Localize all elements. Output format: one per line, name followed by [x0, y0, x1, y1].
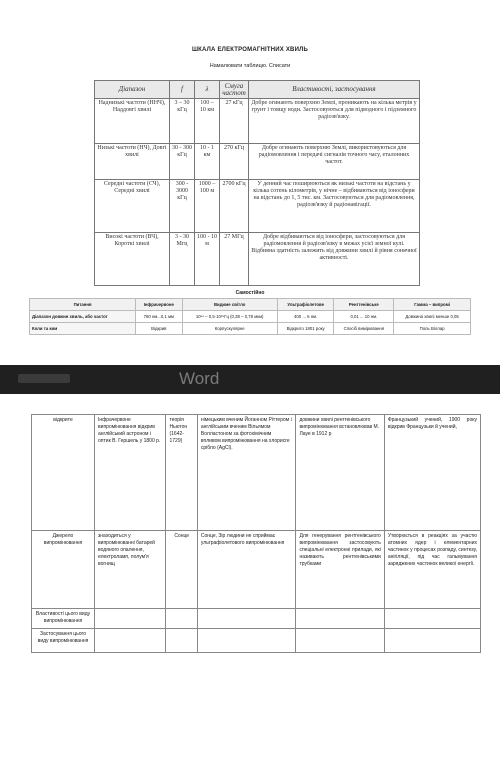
band-properties: У денний час поширюються як низькі частоти на відстань у кілька сотень кілометрів, у нічне – відбиваються від іоносфери на відстань до 1, 5 тис. км. Застосовуються для радіомовлення, радіозв'язку й радіонавігації.: [249, 179, 420, 232]
cell: [296, 609, 384, 629]
self-work-row: [30, 323, 471, 335]
cell: [95, 629, 166, 653]
cell: Сонце, Зір людини не сприймає ультрафіолетового випромінювання: [197, 531, 296, 609]
cell: Корпускулярне: [182, 323, 277, 335]
band-width: 27 кГц: [220, 99, 249, 144]
cell: Відкрив: [136, 323, 182, 335]
toolbar-tab[interactable]: [18, 374, 70, 383]
self-work-table: [29, 298, 471, 335]
bands-header-row: [95, 81, 420, 99]
cell: знаходиться у випромінюванні батарей водяного опалення, електроламп, полум'я вогнищ: [95, 531, 166, 609]
cell: теорія Ньютон (1642-1729): [166, 415, 197, 531]
app-toolbar: [0, 365, 500, 394]
header-band: Смуга частот: [220, 81, 249, 99]
band-properties: Добре огинають поверхню Землі, проникають на кілька метрів у грунт і товщу води. Застосовуються для підводного і підземного радіозв'язку.: [249, 99, 420, 144]
col-question: Питання: [30, 299, 136, 311]
document-title: ШКАЛА ЕЛЕКТРОМАГНІТНИХ ХВИЛЬ: [191, 47, 309, 53]
row-label: Коли та ким: [30, 323, 136, 335]
bands-row: [95, 232, 420, 285]
cell: Спосіб вимірювання: [334, 323, 394, 335]
cell: 0,01 ... 10 нм.: [334, 311, 394, 323]
row-label: відкрите: [32, 415, 95, 531]
cell: [384, 609, 480, 629]
row-label: Діапазон довжин хвиль, або частот: [30, 311, 136, 323]
radiation-table: [31, 414, 481, 653]
band-width: 270 кГц: [220, 144, 249, 180]
cell: довжини хвилі рентгенівського випромінювання встановлював М. Лауе в 1912 р: [296, 415, 384, 531]
band-frequency: 3 - 30 Мгц: [170, 232, 195, 285]
photo-page: [0, 0, 500, 365]
band-frequency: 300 - 3000 кГц: [170, 179, 195, 232]
band-name: Середні частоти (СЧ), Середні хвилі: [95, 179, 170, 232]
self-work-row: [30, 311, 471, 323]
cell: 400 ... 6 нм.: [277, 311, 334, 323]
col-infrared: Інфрачервоне: [136, 299, 182, 311]
row-label: Джерело випромінювання: [32, 531, 95, 609]
cell: німецьким вченим Йоганном Ріттером і англійським вченим Вільямом Волластоном за фотохімічним впливом випромінювання на хлорисге срібло (AgCl).: [197, 415, 296, 531]
band-frequency: 30 - 300 кГц: [170, 144, 195, 180]
header-wavelength: λ: [195, 81, 220, 99]
word-page: [0, 394, 500, 764]
self-work-header-row: [30, 299, 471, 311]
header-range: Діапазон: [95, 81, 170, 99]
cell: [384, 629, 480, 653]
row-label: Властивості цього виду випромінювання: [32, 609, 95, 629]
cell: Французький учений, 1900 року відкрив Французьки й учений,: [384, 415, 480, 531]
col-gamma: Гамма – випромі: [394, 299, 471, 311]
band-name: Високі частоти (ВЧ), Короткі хвилі: [95, 232, 170, 285]
band-wavelength: 10 - 1 км: [195, 144, 220, 180]
cell: [166, 609, 197, 629]
cell: Поль Віллар: [394, 323, 471, 335]
band-wavelength: 100 – 10 км: [195, 99, 220, 144]
bands-row: [95, 99, 420, 144]
cell: [166, 629, 197, 653]
band-wavelength: 1000 – 100 м: [195, 179, 220, 232]
row-label: Застосування цього виду випромінювання: [32, 629, 95, 653]
cell: [197, 609, 296, 629]
band-properties: Добре огинають поверхню Землі, використовуються для радіомовлення і передачі сигналів точного часу, еталонних частот.: [249, 144, 420, 180]
cell: [95, 609, 166, 629]
cell: Інфрачервоне випромінювання відкрив англійський астроном і оптик В. Гершель у 1800 р.: [95, 415, 166, 531]
header-frequency: f: [170, 81, 195, 99]
table-row: [32, 609, 481, 629]
bands-table: [94, 80, 420, 286]
bands-row: [95, 179, 420, 232]
app-label: Word: [179, 369, 220, 388]
self-work-title: Самостійно: [235, 290, 265, 296]
band-properties: Добре відбиваються від іоносфери, застосовуються для радіомовлення й радіозв'язку в межах усієї земної кулі. Відбивна здатність залежить від довжини хвилі й рівня сонячної активності.: [249, 232, 420, 285]
band-wavelength: 100 - 10 м: [195, 232, 220, 285]
cell: Довжина хвилі менше 0,05: [394, 311, 471, 323]
document-subtitle: Намалювати таблицю. Списати: [209, 63, 291, 69]
band-width: 27 МГц: [220, 232, 249, 285]
band-frequency: 3 – 30 кГц: [170, 99, 195, 144]
cell: 760 нм...0,1 мм: [136, 311, 182, 323]
bands-row: [95, 144, 420, 180]
cell: [296, 629, 384, 653]
col-xray: Рентгенівське: [334, 299, 394, 311]
col-visible: Видиме світло: [182, 299, 277, 311]
table-row: [32, 531, 481, 609]
band-name: Наднизькі частоти (ННЧ), Наддовгі хвилі: [95, 99, 170, 144]
band-width: 2700 кГц: [220, 179, 249, 232]
col-ultraviolet: Ультрафіолетове: [277, 299, 334, 311]
cell: [197, 629, 296, 653]
cell: Для генерування рентгенівського випромінювання застосовують спеціальні електронні прилади, які називають рентгенівськими трубками: [296, 531, 384, 609]
cell: Відкрито 1801 року: [277, 323, 334, 335]
cell: Утворюється в реакціях за участю атомних ядер і елементарних частинок у процесах розпаду, синтезу, анігіляції, під час гальмування заряджених частинок великої енергії.: [384, 531, 480, 609]
band-name: Низькі частоти (НЧ), Довгі хвилі: [95, 144, 170, 180]
cell: 10¹⁴ – 0,5·10¹⁵Гц (0,38 – 0,78 мкм): [182, 311, 277, 323]
header-properties: Властивості, застосування: [249, 81, 420, 99]
table-row: [32, 415, 481, 531]
table-row: [32, 629, 481, 653]
cell: Сонце: [166, 531, 197, 609]
